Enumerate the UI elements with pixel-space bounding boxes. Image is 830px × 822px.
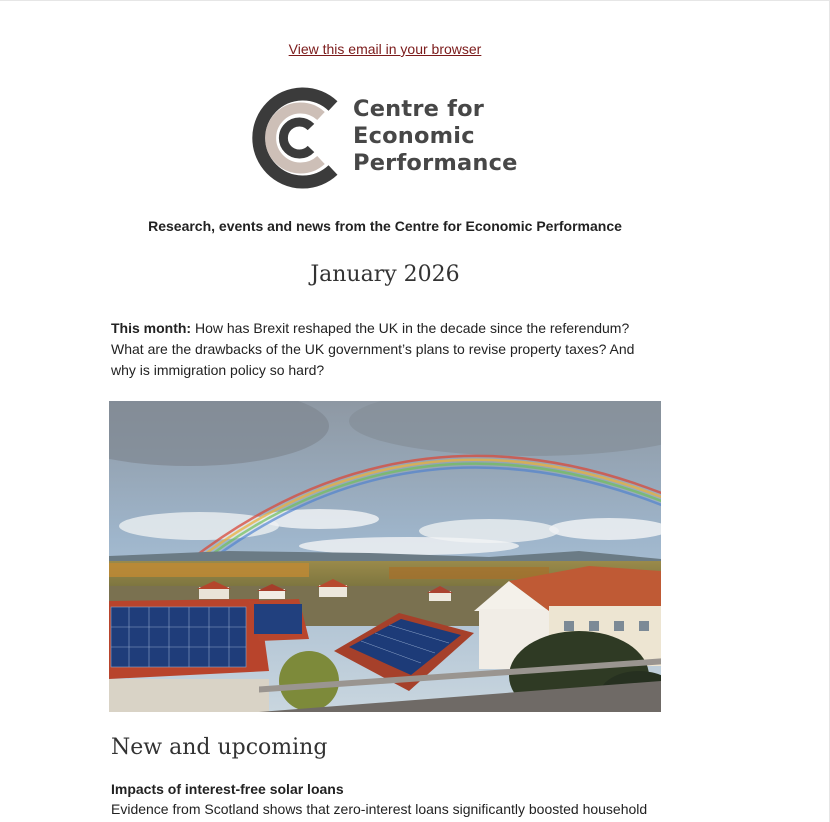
cep-logo[interactable] bbox=[249, 82, 524, 194]
logo-line-3: Performance bbox=[353, 150, 518, 176]
top-border bbox=[0, 0, 830, 1]
tagline: Research, events and news from the Centre for Economic Performance bbox=[148, 218, 622, 234]
logo-wordmark bbox=[353, 96, 518, 177]
issue-date: January 2026 bbox=[310, 262, 460, 287]
hero-image[interactable] bbox=[109, 401, 661, 712]
rainbow-solar-roofs-image bbox=[109, 401, 661, 712]
intro-paragraph bbox=[111, 318, 663, 381]
logo-line-2: Economic bbox=[353, 123, 475, 149]
intro-lead: This month: bbox=[111, 320, 192, 336]
section-title: New and upcoming bbox=[111, 735, 328, 760]
article-summary: Evidence from Scotland shows that zero-interest loans significantly boosted household bbox=[111, 801, 648, 817]
intro-text: How has Brexit reshaped the UK in the decade since the referendum? What are the drawbacks of the UK government’s plans to revise property taxes? And why is immigration policy so hard? bbox=[111, 320, 635, 378]
view-in-browser-link[interactable]: View this email in your browser bbox=[288, 41, 482, 57]
cep-concentric-c-logo-icon bbox=[249, 82, 349, 194]
logo-line-1: Centre for bbox=[353, 96, 485, 122]
article-title-link[interactable]: Impacts of interest-free solar loans bbox=[111, 781, 344, 797]
